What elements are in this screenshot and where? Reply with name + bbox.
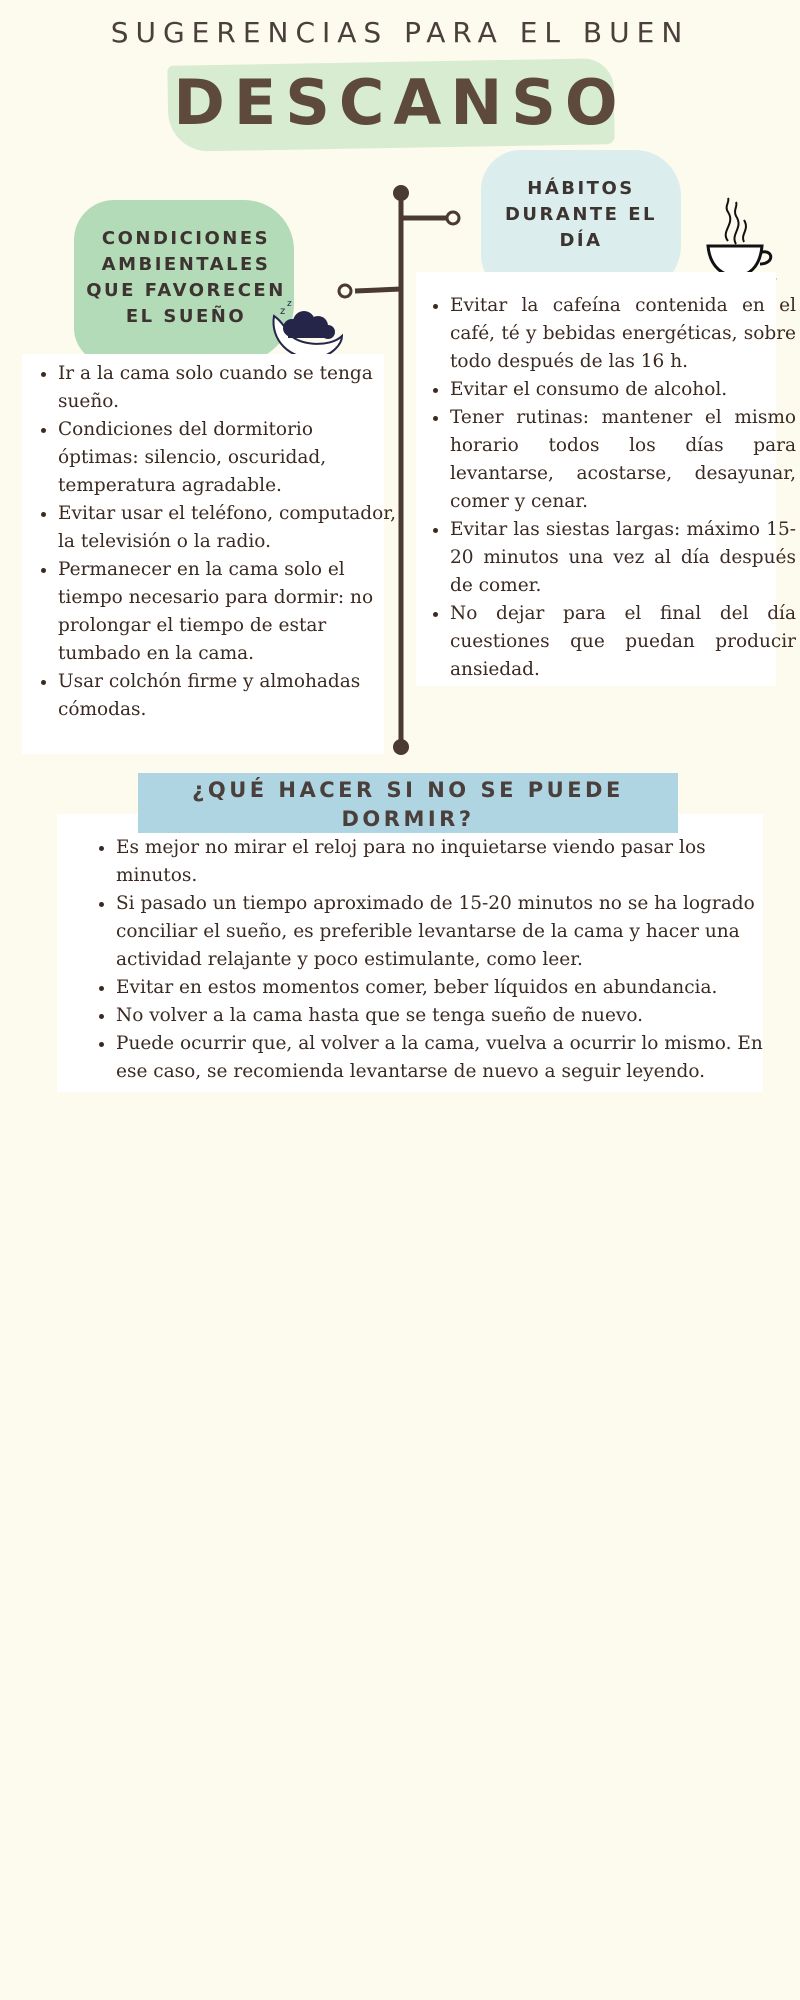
sleeping-moon-icon	[266, 296, 346, 362]
list-item: • Condiciones del dormitorio óptimas: silencio, oscuridad, temperatura agradable.	[58, 416, 396, 500]
list-item: • Tener rutinas: mantener el mismo horario todos los días para levantarse, acostarse, desayunar, comer y cenar.	[450, 404, 796, 516]
timeline-bottom-dot	[393, 739, 409, 755]
right-list	[416, 292, 796, 684]
left-list	[24, 360, 396, 724]
right-section-heading: HÁBITOS DURANTE EL DÍA	[504, 178, 658, 251]
timeline-top-dot	[393, 185, 409, 201]
list-item: • Permanecer en la cama solo el tiempo necesario para dormir: no prolongar el tiempo de estar tumbado en la cama.	[58, 556, 396, 668]
timeline-right-node	[447, 212, 459, 224]
list-item: • Si pasado un tiempo aproximado de 15-20 minutos no se ha logrado conciliar el sueño, es preferible levantarse de la cama y hacer una actividad relajante y poco estimulante, como leer.	[116, 890, 766, 974]
list-item: • Puede ocurrir que, al volver a la cama, vuelva a ocurrir lo mismo. En ese caso, se recomienda levantarse de nuevo a seguir leyendo.	[116, 1030, 766, 1086]
page-subtitle: SUGERENCIAS PARA EL BUEN	[110, 16, 690, 49]
bottom-list	[82, 834, 766, 1086]
list-item: • Usar colchón firme y almohadas cómodas.	[58, 668, 396, 724]
list-item: • No dejar para el final del día cuestiones que puedan producir ansiedad.	[450, 600, 796, 684]
list-item: • Evitar la cafeína contenida en el café, té y bebidas energéticas, sobre todo después de las 16 h.	[450, 292, 796, 376]
bottom-section-heading: ¿QUÉ HACER SI NO SE PUEDE DORMIR?	[192, 778, 624, 831]
svg-text:z: z	[280, 306, 286, 317]
svg-text:z: z	[287, 299, 292, 309]
list-item: • Evitar en estos momentos comer, beber líquidos en abundancia.	[116, 974, 766, 1002]
list-item: • Evitar usar el teléfono, computador, la televisión o la radio.	[58, 500, 396, 556]
list-item: • No volver a la cama hasta que se tenga sueño de nuevo.	[116, 1002, 766, 1030]
left-section-heading: CONDICIONES AMBIENTALES QUE FAVORECEN EL SUEÑO	[86, 228, 286, 327]
list-item: • Evitar el consumo de alcohol.	[450, 376, 796, 404]
list-item: • Evitar las siestas largas: máximo 15-20 minutos una vez al día después de comer.	[450, 516, 796, 600]
page-title: DESCANSO	[173, 66, 627, 139]
list-item: • Ir a la cama solo cuando se tenga sueño.	[58, 360, 396, 416]
list-item: • Es mejor no mirar el reloj para no inquietarse viendo pasar los minutos.	[116, 834, 766, 890]
